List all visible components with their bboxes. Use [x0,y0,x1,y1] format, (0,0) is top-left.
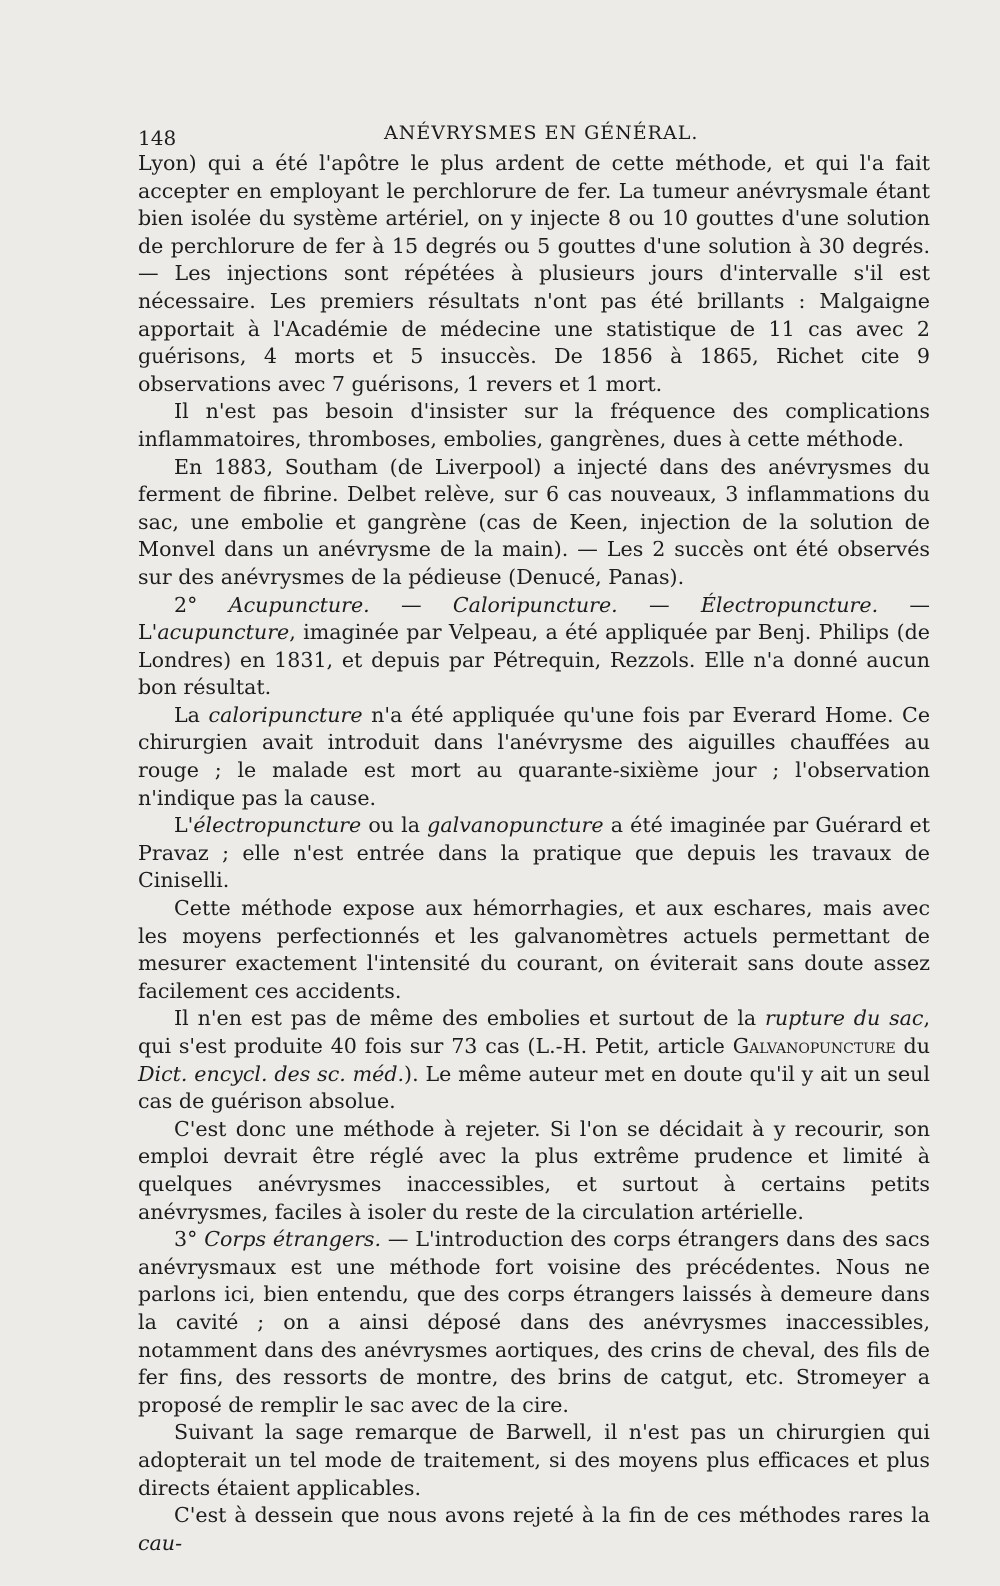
paragraph-11: Suivant la sage remarque de Barwell, il n'est pas un chirurgien qui adopterait un tel mode de traitement, si des moyens plus efficaces et plus directs étaient applicables. [138,1420,930,1500]
text-run: ou la [361,813,428,838]
page-number: 148 [138,126,177,150]
page-header [138,122,928,152]
paragraph-1: Lyon) qui a été l'apôtre le plus ardent de cette méthode, et qui l'a fait accepter en employant le perchlorure de fer. La tumeur anévrysmale étant bien isolée du système artériel, on y injecte 8 ou 10 gouttes d'une solution de perchlorure de fer à 15 degrés ou 5 gouttes d'une solution à 30 degrés. — Les injections sont répétées à plusieurs jours d'intervalle s'il est nécessaire. Les premiers résultats n'ont pas été brillants : Malgaigne apportait à l'Académie de médecine une statistique de 11 cas avec 2 guérisons, 4 morts et 5 insuccès. De 1856 à 1865, Richet cite 9 observations avec 7 guérisons, 1 revers et 1 mort. [138,151,930,396]
section-number: 3° [174,1227,205,1252]
paragraph-7: Cette méthode expose aux hémorrhagies, et aux eschares, mais avec les moyens perfectionnés et les galvanomètres actuels permettant de mesurer exactement l'intensité du courant, on éviterait sans doute assez facilement ces accidents. [138,896,930,1003]
paragraph-electropuncture [138,812,930,895]
text-run: n'a été appliquée qu'une fois par Everard Home. Ce chirurgien avait introduit dans l'anévrysme des aiguilles chauffées au rouge ; le malade est mort au quarante-sixième jour ; l'observation n'indique pas la cause. [138,702,931,810]
term-caloripuncture: caloripuncture [208,702,363,727]
text-run: C'est à dessein que nous avons rejeté à la fin de ces méthodes rares la [174,1503,930,1528]
paragraph-caloripuncture [138,702,930,812]
reference-dict: Dict. encycl. des sc. méd. [138,1061,405,1086]
section-number: 2° [174,592,229,617]
term-galvanopuncture: galvanopuncture [427,813,604,838]
article-title: Galvanopuncture [732,1034,896,1058]
paragraph-2: Il n'est pas besoin d'insister sur la fréquence des complications inflammatoires, thromboses, embolies, gangrènes, dues à cette méthode. [138,399,930,451]
text-run: du [895,1034,930,1058]
text-run: — L' [138,592,931,645]
paragraph-corps-etrangers [138,1226,930,1419]
text-run: , qui s'est produite 40 fois sur 73 cas (L.-H. Petit, article [138,1006,931,1058]
term-cau: cau- [138,1530,183,1555]
section-heading-caloripuncture: Caloripuncture. [452,592,618,617]
body-text [138,150,930,1557]
running-title: ANÉVRYSMES EN GÉNÉRAL. [384,122,699,144]
paragraph-embolies [138,1005,930,1115]
term-electropuncture: électropuncture [193,813,362,838]
section-heading-acupuncture: Acupuncture. [228,592,370,617]
section-heading-electropuncture: Électropuncture. [700,592,879,617]
paragraph-9: C'est donc une méthode à rejeter. Si l'on se décidait à y recourir, son emploi devrait être réglé avec la plus extrême prudence et limité à quelques anévrysmes inaccessibles, et surtout à certains petits anévrysmes, faciles à isoler du reste de la circulation artérielle. [138,1116,930,1224]
text-run: Il n'en est pas de même des embolies et surtout de la [174,1006,766,1031]
text-run: La [174,702,209,727]
term-acupuncture: acupuncture [157,620,290,645]
paragraph-acupuncture [138,592,930,702]
term-rupture-du-sac: rupture du sac [765,1006,924,1031]
text-run: a été imaginée par Guérard et Pravaz ; elle n'est entrée dans la pratique que depuis les travaux de Ciniselli. [138,813,930,893]
text-run: ). Le même auteur met en doute qu'il y ait un seul cas de guérison absolue. [138,1061,930,1114]
paragraph-3: En 1883, Southam (de Liverpool) a injecté dans des anévrysmes du ferment de fibrine. Delbet relève, sur 6 cas nouveaux, 3 inflammations du sac, une embolie et gangrène (cas de Keen, injection de la solution de Monvel dans un anévrysme de la main). — Les 2 succès ont été observés sur des anévrysmes de la pédieuse (Denucé, Panas). [138,454,930,589]
dash: — [617,592,701,617]
paragraph-12 [138,1502,930,1557]
text-run: L' [174,813,194,838]
section-heading-corps-etrangers: Corps étrangers. [204,1227,382,1252]
text-run: — L'introduction des corps étrangers dans des sacs anévrysmaux est une méthode fort voisine des précédentes. Nous ne parlons ici, bien entendu, que des corps étrangers laissés à demeure dans la cavité ; on a ainsi déposé dans des anévrysmes inaccessibles, notamment dans des anévrysmes aortiques, des crins de cheval, des fils de fer fins, des ressorts de montre, des brins de catgut, etc. Stromeyer a proposé de remplir le sac avec de la cire. [138,1227,930,1417]
dash: — [369,592,453,617]
text-run: , imaginée par Velpeau, a été appliquée par Benj. Philips (de Londres) en 1831, et depuis par Pétrequin, Rezzols. Elle n'a donné aucun bon résultat. [138,620,930,700]
